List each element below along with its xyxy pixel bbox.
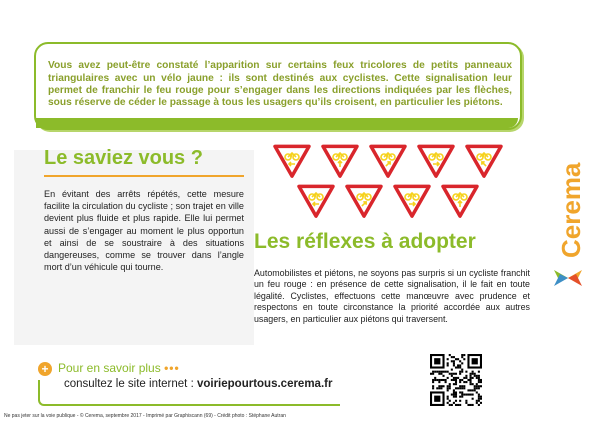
cyclist-sign-row1-3 (371, 146, 405, 176)
saviez-divider (44, 175, 244, 177)
saviez-paragraph: En évitant des arrêts répétés, cette mesure facilite la circulation du cycliste ; son trajet en ville devient plus fluide et plus rapide. Elle lui permet aussi de s’engager au moment le plus opportun et ainsi de se soustraire à des situations dangereuses, comme se trouver dans l’angle mort d’un véhicule qui tourne. (44, 189, 244, 273)
cyclist-signs (270, 140, 520, 222)
saviez-heading: Le saviez vous ? (44, 147, 203, 169)
cyclist-sign-row1-2 (323, 146, 357, 176)
cyclist-sign-row2-3 (395, 186, 429, 216)
cyclist-sign-row2-1 (299, 186, 333, 216)
more-info-title-text: Pour en savoir plus (58, 361, 161, 375)
cyclist-sign-row1-4 (419, 146, 453, 176)
cyclist-sign-row2-4 (443, 186, 477, 216)
intro-paragraph: Vous avez peut-être constaté l’apparition sur certains feux tricolores de petits panneaux triangulaires avec un vélo jaune : ils sont destinés aux cyclistes. Cette signalisation leur permet de franchir le feu rouge pour s’engager dans les directions indiquées par les flèches, sous réserve de céder le passage à tous les usagers qu’ils croisent, en particulier les piétons. (48, 60, 512, 109)
plus-icon: + (38, 362, 52, 376)
dots-icon: ••• (164, 361, 180, 375)
more-info-prefix: consultez le site internet : (64, 378, 194, 390)
more-info-title (58, 361, 180, 375)
cyclist-sign-row1-5 (467, 146, 501, 176)
cerema-mark-icon (554, 270, 582, 286)
cerema-wordmark: Cerema (556, 162, 586, 258)
qr-code-icon[interactable] (430, 354, 482, 406)
reflexes-paragraph: Automobilistes et piétons, ne soyons pas surpris si un cycliste franchit un feu rouge : en présence de cette signalisation, il le fait en toute légalité. Cyclistes, effectuons cette manœuvre avec prudence et respectons en toute circonstance la priorité accordée aux autres usagers, en particulier aux piétons qui traversent. (254, 268, 530, 324)
cyclist-sign-row1-1 (275, 146, 309, 176)
more-info-line (64, 378, 332, 390)
intro-accent-bar (36, 118, 518, 128)
website-link[interactable]: voiriepourtous.cerema.fr (196, 378, 333, 390)
reflexes-heading: Les réflexes à adopter (254, 230, 476, 253)
cerema-logo (540, 150, 596, 300)
footer-credits: Ne pas jeter sur la voie publique - © Cerema, septembre 2017 - Imprimé par Graphiscann (69) - Crédit photo : Stéphane Autran (4, 413, 286, 419)
cyclist-sign-row2-2 (347, 186, 381, 216)
